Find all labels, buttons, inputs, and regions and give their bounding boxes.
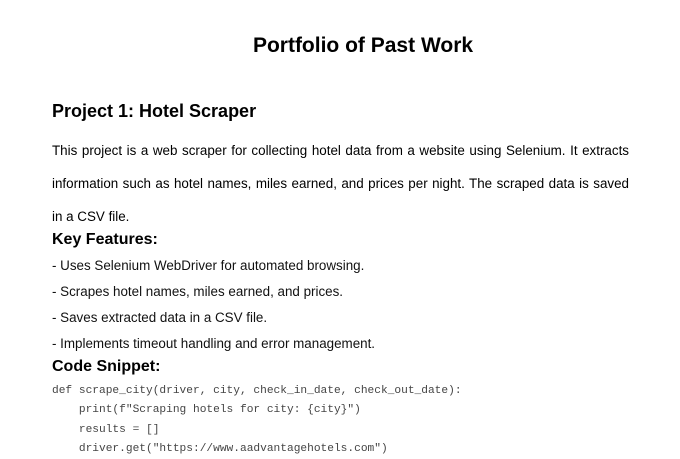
page-title: Portfolio of Past Work xyxy=(252,34,474,57)
code-line: results = [] xyxy=(52,424,160,436)
feature-item: - Scrapes hotel names, miles earned, and prices. xyxy=(52,284,344,299)
code-line: driver.get("https://www.aadvantagehotels.com") xyxy=(52,443,388,455)
feature-item: - Implements timeout handling and error management. xyxy=(52,336,376,351)
project-heading: Project 1: Hotel Scraper xyxy=(52,101,257,121)
code-line: def scrape_city(driver, city, check_in_date, check_out_date): xyxy=(52,385,462,397)
code-heading: Code Snippet: xyxy=(52,358,161,375)
project-description: This project is a web scraper for collecting hotel data from a website using Selenium. It extracts information such as hotel names, miles earned, and prices per night. The scraped data is saved in a CSV file. xyxy=(52,143,629,224)
feature-item: - Saves extracted data in a CSV file. xyxy=(52,310,268,325)
feature-item: - Uses Selenium WebDriver for automated browsing. xyxy=(52,258,365,273)
code-line: print(f"Scraping hotels for city: {city}") xyxy=(52,404,361,416)
features-heading: Key Features: xyxy=(52,231,158,248)
